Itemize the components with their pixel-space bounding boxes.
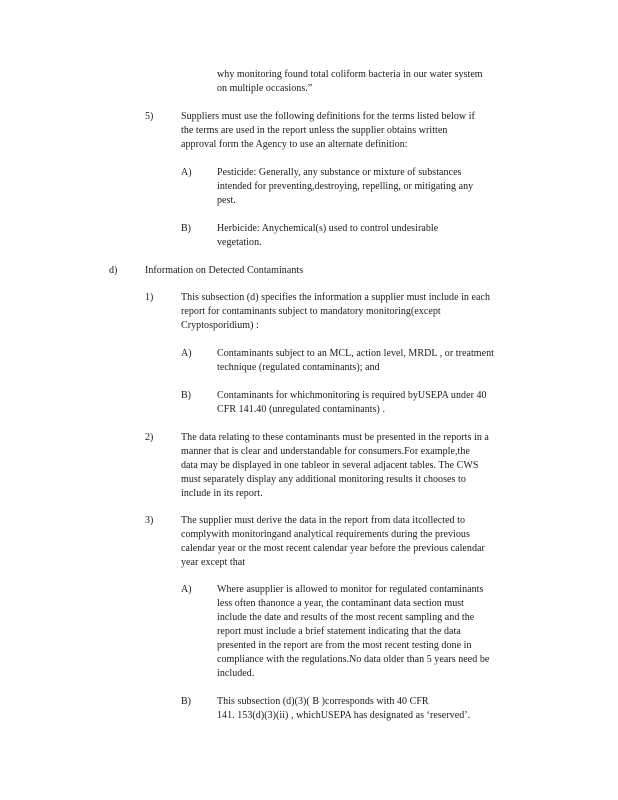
item-number: 2)	[145, 432, 154, 443]
text-line: The supplier must derive the data in the report from data itcollected to	[181, 515, 466, 526]
text-line: data may be displayed in one tableor in several adjacent tables. The CWS	[181, 460, 479, 471]
text-line: Contaminants subject to an MCL, action level, MRDL , or treatment	[217, 348, 494, 359]
subitem-label: B)	[181, 223, 191, 234]
text-line: must separately display any additional monitoring results it chooses to	[181, 474, 466, 485]
text-line: Pesticide: Generally, any substance or mixture of substances	[217, 167, 462, 178]
text-line: Herbicide: Anychemical(s) used to control undesirable	[217, 223, 439, 234]
text-line: included.	[217, 668, 255, 679]
text-line: technique (regulated contaminants); and	[217, 362, 380, 373]
text-line: include the date and results of the most recent sampling and the	[217, 612, 475, 623]
subitem-label: A)	[181, 584, 192, 595]
text-line: Contaminants for whichmonitoring is required byUSEPA under 40	[217, 390, 487, 401]
section-label: d)	[109, 265, 118, 276]
text-line: Where asupplier is allowed to monitor for regulated contaminants	[217, 584, 484, 595]
item-number: 5)	[145, 111, 154, 122]
subitem-label: A)	[181, 348, 192, 359]
subitem-label: B)	[181, 390, 191, 401]
text-line: year except that	[181, 557, 246, 568]
text-line: presented in the report are from the most recent testing done in	[217, 640, 472, 651]
text-line: approval form the Agency to use an alternate definition:	[181, 139, 408, 150]
text-line: on multiple occasions.”	[217, 83, 313, 94]
subitem-label: A)	[181, 167, 192, 178]
text-line: why monitoring found total coliform bacteria in our water system	[217, 69, 483, 80]
text-line: CFR 141.40 (unregulated contaminants) .	[217, 404, 386, 415]
text-line: include in its report.	[181, 488, 263, 499]
text-line: This subsection (d) specifies the information a supplier must include in each	[181, 292, 491, 303]
text-line: pest.	[217, 195, 236, 206]
text-line: the terms are used in the report unless the supplier obtains written	[181, 125, 448, 136]
text-line: compliance with the regulations.No data older than 5 years need be	[217, 654, 490, 665]
subitem-label: B)	[181, 696, 191, 707]
text-line: vegetation.	[217, 237, 262, 248]
text-line: This subsection (d)(3)( B )corresponds with 40 CFR	[217, 696, 429, 707]
text-line: report for contaminants subject to mandatory monitoring(except	[181, 306, 441, 317]
text-line: The data relating to these contaminants must be presented in the reports in a	[181, 432, 489, 443]
text-line: less often thanonce a year, the contaminant data section must	[217, 598, 465, 609]
item-number: 1)	[145, 292, 154, 303]
item-number: 3)	[145, 515, 154, 526]
text-line: Cryptosporidium) :	[181, 320, 259, 331]
text-line: manner that is clear and understandable for consumers.For example,the	[181, 446, 470, 457]
text-line: complywith monitoringand analytical requirements during the previous	[181, 529, 470, 540]
section-title: Information on Detected Contaminants	[145, 265, 304, 276]
text-line: report must include a brief statement indicating that the data	[217, 626, 461, 637]
text-line: 141. 153(d)(3)(ii) , whichUSEPA has designated as ‘reserved’.	[217, 710, 471, 721]
text-line: Suppliers must use the following definitions for the terms listed below if	[181, 111, 475, 122]
text-line: intended for preventing,destroying, repelling, or mitigating any	[217, 181, 474, 192]
text-line: calendar year or the most recent calendar year before the previous calendar	[181, 543, 485, 554]
